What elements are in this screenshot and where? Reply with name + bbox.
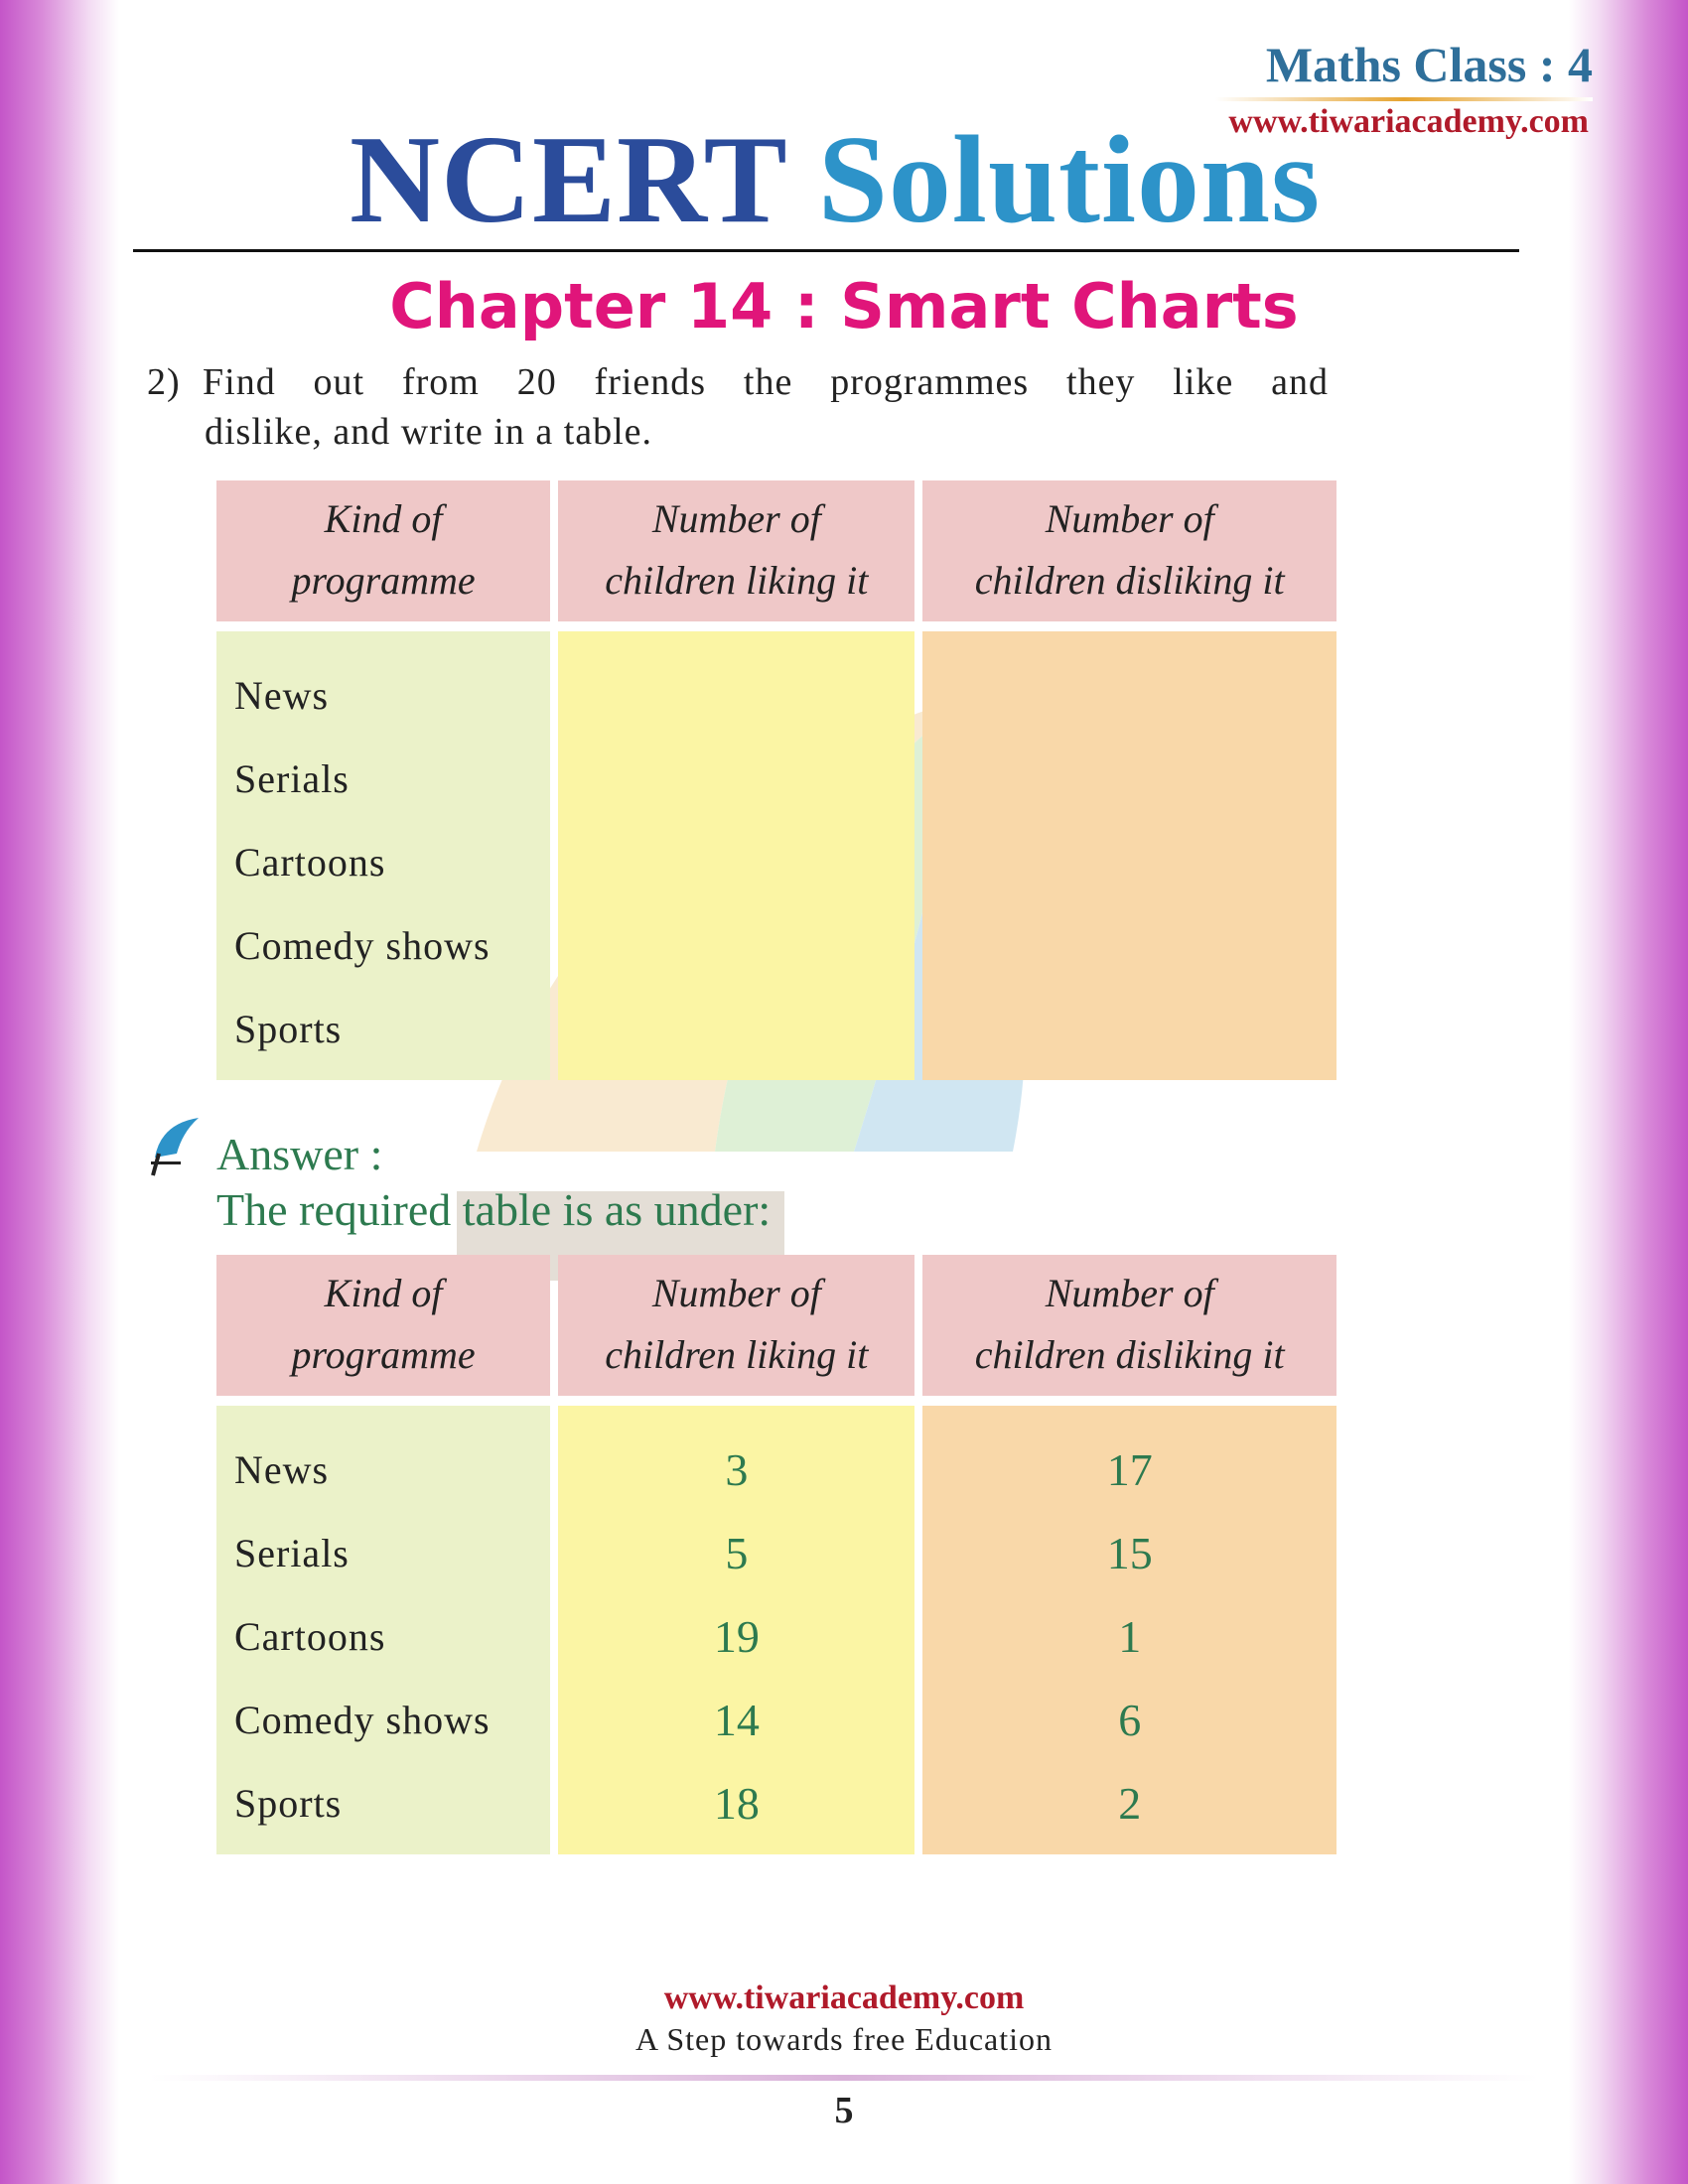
header-children-liking: Number of children liking it — [558, 1255, 914, 1406]
page-title-part2: Solutions — [817, 111, 1322, 249]
footer-website-link[interactable]: www.tiwariacademy.com — [663, 1979, 1025, 2016]
liking-cell — [558, 820, 914, 903]
table-row — [216, 903, 1336, 987]
disliking-cell: 6 — [922, 1678, 1336, 1761]
footer-divider — [149, 2075, 1539, 2081]
table-row — [216, 737, 1336, 820]
table-row — [216, 631, 1336, 737]
table-row — [216, 1761, 1336, 1854]
liking-cell — [558, 631, 914, 737]
header-children-liking: Number of children liking it — [558, 480, 914, 631]
table-row — [216, 820, 1336, 903]
header-website-link[interactable]: www.tiwariacademy.com — [1228, 103, 1589, 140]
liking-cell: 19 — [558, 1594, 914, 1678]
liking-cell: 18 — [558, 1761, 914, 1854]
question-number: 2) — [147, 361, 181, 403]
liking-cell — [558, 987, 914, 1080]
answer-table — [209, 1255, 1344, 1854]
table-row — [216, 987, 1336, 1080]
header-kind-of-programme: Kind of programme — [216, 480, 550, 631]
programme-cell: Serials — [216, 737, 550, 820]
programme-cell: News — [216, 1406, 550, 1511]
disliking-cell: 17 — [922, 1406, 1336, 1511]
table-row — [216, 1594, 1336, 1678]
tiwari-feather-logo-icon — [147, 1114, 203, 1177]
disliking-cell — [922, 987, 1336, 1080]
page-number: 5 — [834, 2090, 854, 2131]
question-table — [209, 480, 1344, 1080]
liking-cell: 3 — [558, 1406, 914, 1511]
question-block — [147, 357, 1329, 457]
programme-cell: Sports — [216, 987, 550, 1080]
question-text-line2: dislike, and write in a table. — [205, 411, 653, 453]
header-children-disliking: Number of children disliking it — [922, 480, 1336, 631]
class-label: Maths Class : 4 — [1265, 37, 1593, 92]
programme-cell: Comedy shows — [216, 1678, 550, 1761]
disliking-cell — [922, 737, 1336, 820]
page-title-part1: NCERT — [350, 111, 786, 249]
page-title — [350, 109, 1321, 252]
answer-label: Answer : — [216, 1129, 383, 1179]
disliking-cell — [922, 631, 1336, 737]
disliking-cell: 1 — [922, 1594, 1336, 1678]
disliking-cell — [922, 820, 1336, 903]
title-divider — [133, 249, 1519, 252]
programme-cell: Cartoons — [216, 820, 550, 903]
programme-cell: Comedy shows — [216, 903, 550, 987]
disliking-cell — [922, 903, 1336, 987]
programme-cell: Serials — [216, 1511, 550, 1594]
programme-cell: Cartoons — [216, 1594, 550, 1678]
table-row — [216, 1406, 1336, 1511]
footer-tagline: A Step towards free Education — [635, 2021, 1053, 2057]
question-text-line1: Find out from 20 friends the programmes they like and — [203, 361, 1329, 403]
class-label-underline — [1215, 97, 1593, 101]
chapter-title: Chapter 14 : Smart Charts — [389, 270, 1299, 342]
disliking-cell: 2 — [922, 1761, 1336, 1854]
programme-cell: Sports — [216, 1761, 550, 1854]
liking-cell — [558, 903, 914, 987]
table-row — [216, 1511, 1336, 1594]
disliking-cell: 15 — [922, 1511, 1336, 1594]
liking-cell: 14 — [558, 1678, 914, 1761]
liking-cell: 5 — [558, 1511, 914, 1594]
table-row — [216, 1678, 1336, 1761]
header-children-disliking: Number of children disliking it — [922, 1255, 1336, 1406]
liking-cell — [558, 737, 914, 820]
header-kind-of-programme: Kind of programme — [216, 1255, 550, 1406]
programme-cell: News — [216, 631, 550, 737]
answer-text: The required table is as under: — [216, 1184, 772, 1235]
